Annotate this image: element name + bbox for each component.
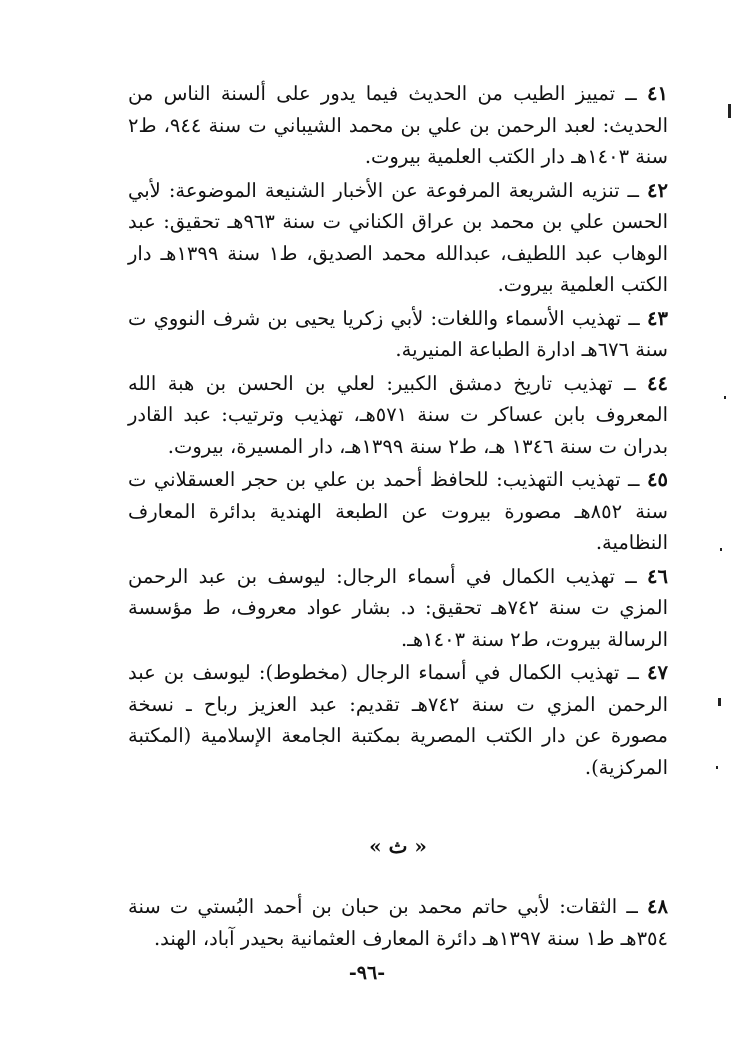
scan-speck <box>718 698 721 706</box>
bibliography-entry-48 <box>128 891 668 954</box>
entry-number: ٤٥ <box>647 468 668 491</box>
bibliography-entry-45 <box>128 464 668 559</box>
scan-speck <box>728 104 731 118</box>
entry-text: ــ تهذيب الكمال في أسماء الرجال: ليوسف بن عبد الرحمن المزي ت سنة ٧٤٢هـ تحقيق: د. بشار عواد معروف، ط مؤسسة الرسالة بيروت، ط٢ سنة ١٤٠٣هـ. <box>128 564 668 651</box>
page-number: -٩٦- <box>348 962 386 984</box>
section-heading: « ث » <box>369 834 427 858</box>
bibliography-list <box>128 78 668 956</box>
scan-speck <box>716 766 718 769</box>
entry-number: ٤٦ <box>647 564 668 588</box>
bibliography-entry-43 <box>128 303 668 366</box>
bibliography-entry-46 <box>128 561 668 656</box>
entry-text: ــ تهذيب الأسماء واللغات: لأبي زكريا يحيى بن شرف النووي ت سنة ٦٧٦هـ ادارة الطباعة المنيرية. <box>128 306 668 361</box>
entry-number: ٤١ <box>647 82 668 105</box>
entry-text: ــ تهذيب التهذيب: للحافظ أحمد بن علي بن حجر العسقلاني ت سنة ٨٥٢هـ مصورة بيروت عن الطبعة الهندية بدائرة المعارف النظامية. <box>128 468 668 554</box>
entry-text: ــ تمييز الطيب من الحديث فيما يدور على ألسنة الناس من الحديث: لعبد الرحمن بن علي بن محمد الشيباني ت سنة ٩٤٤، ط٢ سنة ١٤٠٣هـ دار الكتب العلمية بيروت. <box>128 82 668 168</box>
bibliography-entry-41 <box>128 78 668 173</box>
entry-number: ٤٤ <box>647 371 668 395</box>
entry-text: ــ تنزيه الشريعة المرفوعة عن الأخبار الشنيعة الموضوعة: لأبي الحسن علي بن محمد بن عراق الكناني ت سنة ٩٦٣هـ تحقيق: عبد الوهاب عبد اللطيف، عبدالله محمد الصديق، ط١ سنة ١٣٩٩هـ دار الكتب العلمية بيروت. <box>128 178 668 296</box>
entry-number: ٤٣ <box>647 306 668 330</box>
entry-number: ٤٢ <box>647 178 668 202</box>
bibliography-entry-44 <box>128 368 668 463</box>
entry-number: ٤٨ <box>647 895 668 918</box>
bibliography-entry-47 <box>128 657 668 783</box>
entry-text: ــ الثقات: لأبي حاتم محمد بن حبان بن أحمد البُستي ت سنة ٣٥٤هـ ط١ سنة ١٣٩٧هـ دائرة المعارف العثمانية بحيدر آباد، الهند. <box>128 895 668 950</box>
entry-number: ٤٧ <box>647 661 668 684</box>
scan-speck <box>724 396 726 399</box>
bibliography-entry-42 <box>128 175 668 301</box>
entry-text: ــ تهذيب الكمال في أسماء الرجال (مخطوط): ليوسف بن عبد الرحمن المزي ت سنة ٧٤٢هـ تقديم: عبد العزيز رباح ـ نسخة مصورة عن دار الكتب المصرية بمكتبة الجامعة الإسلامية (المكتبة المركزية). <box>128 661 668 779</box>
entry-text: ــ تهذيب تاريخ دمشق الكبير: لعلي بن الحسن بن هبة الله المعروف بابن عساكر ت سنة ٥٧١هـ، تهذيب وترتيب: عبد القادر بدران ت سنة ١٣٤٦ هـ، ط٢ سنة ١٣٩٩هـ، دار المسيرة، بيروت. <box>128 371 668 458</box>
scan-speck <box>720 548 722 551</box>
